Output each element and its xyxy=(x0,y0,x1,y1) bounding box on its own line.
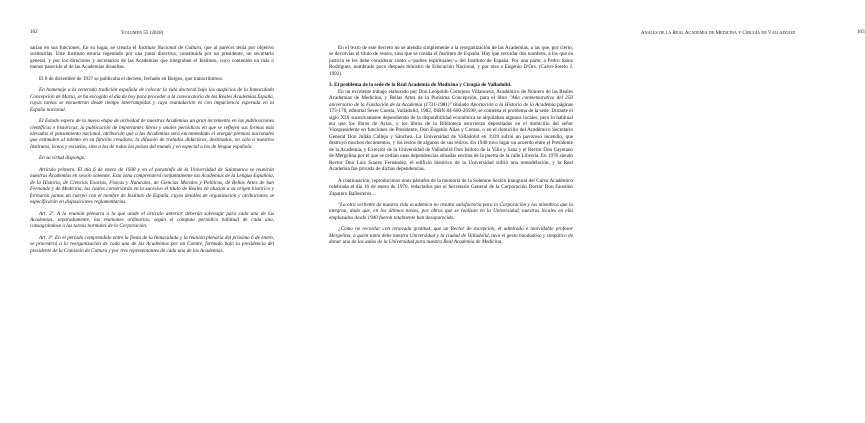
italic-text-run: El Estado espera de la nueva etapa de actividad de nuestras Academias un gran incremento en las publicaciones científicas e históricas, la publicación de importantes libros y anales periódicos en que se reflejen sus formas más elevadas el pensamiento nacional, atribución que a las Academias será encomendado el otorgar premios nacionales que estimulen al talento en su función creadora, la difusión de tratados didácticos, destinados, no sólo a nuestros Institutos, liceos y escuelas, sino a los de todos los países del mundo y en especial a los de lengua española. xyxy=(30,118,274,150)
text-run: El 8 de diciembre de 1937 se publicaba el decreto, fechado en Burgos, que transcribimos: xyxy=(39,75,224,82)
text-run: En un excelente trabajo elaborado por Don Leopoldo Cortejoso Villanueva, Académico de Número de las Reales Academias de Medicina, y Bellas Artes de la Purísima Concepción, para el libro xyxy=(329,88,573,102)
page-number: 103 xyxy=(857,30,865,35)
paragraph xyxy=(329,89,573,173)
paragraph xyxy=(30,167,274,206)
italic-text-run: En su virtud dispongo: xyxy=(39,155,86,162)
text-run: , que al parecer tenía por objetivo sustituirlas. Este Instituto estaría regentado por una junta directiva, constituida por un presidente, un secretario general, y por los directores y secretarios de las Academias que integraban el Instituto, cuyo contenido en más o menos parecido al de las Academias disueltas. xyxy=(30,45,274,71)
paragraph xyxy=(30,76,274,82)
paragraph xyxy=(329,178,573,197)
paragraph xyxy=(30,155,274,161)
running-title: Anales de la Real Academia de Medicina y Cirugía de Valladolid xyxy=(641,31,796,36)
paragraph xyxy=(30,45,274,71)
text-run: , sino que se creaba el xyxy=(391,51,439,58)
paragraph xyxy=(30,87,274,113)
italic-text-run: Instituto de España xyxy=(439,51,480,58)
paragraph xyxy=(30,235,274,254)
italic-text-run: "Año conmemorativo del 250 aniversario de la Fundación de la Academia (1731-1981)" xyxy=(329,95,573,108)
text-run: titulado xyxy=(451,101,471,108)
paragraph xyxy=(30,211,274,230)
italic-text-run: reales xyxy=(379,51,392,58)
text-column xyxy=(30,45,274,254)
page-number: 102 xyxy=(30,30,38,35)
text-column xyxy=(329,45,573,246)
text-run: A continuación, reproducimos unos párrafos de la memoria de la Solemne Sesión Inaugural del Curso Académico celebrada el día 16 de enero de 1970, redactados por el Secretario General de la Corporación Doctor Don Faustino Zapatero Ballesteros… xyxy=(329,177,573,197)
italic-text-run: Aportación a la Historia de la Academia xyxy=(470,101,556,108)
paragraph xyxy=(329,226,573,245)
right-page xyxy=(300,0,865,423)
text-run: . Hay que recordar dos nombres, a los que en justicia se les debe considerar como «<padres espirituales>» del Instituto de España. Por una parte, a Pedro Sainz Rodríguez, nombrado poco después ministro de Educación Nacional, y por otra a Eugenio D'Ors. (Calvo-Sotelo J. 1992). xyxy=(329,51,574,77)
text-run: En el texto de este decreto no se atendía simplemente a la reorganización de las Academias, a las que, por cierto, se devolvías el título de xyxy=(329,45,573,58)
paragraph xyxy=(30,118,274,150)
italic-text-run: Artículo primero. xyxy=(39,166,78,173)
italic-text-run: Art. 2º. xyxy=(39,210,57,217)
text-run: sarían en sus funciones. En su lugar, se crearía el xyxy=(30,45,139,51)
text-run: páginas 173-178, editorial Sever Cuesta, Valladolid, 1982, ISBN 84-600-26590, se comenta el problema de la sede. Durante el siglo XIX sucesivamente dependiendo de la disponibilidad económica se alquilaban algunos locales, pero lo habitual era que los libros de Actas, y los libros de la Biblioteca estuvieran depositados en el domicilio del señor Vicepresidente en funciones de Presidente, Don Eugenio Alias y Comas, o en el domicilio del Académico Secretario General Don Julián Calleja y Sánchez. La Universidad de Valladolid en 1939 sufrió un pavoroso incendio, que destruyó muchos documentos, y los restos de algunos de sus retiros. En 1940 tuvo lugar un acuerdo entre el Presidente de la Academia, y Exrector de la Universidad de Valladolid Don Isidoro de la Villa y Sanz y el Rector Don Cayetano de Mergelina por el que se cedían unas dependencias situadas encima de la puerta de la calle Librería. En 1970 siendo Rector Don Luis Suarez Fernández, el edificio histórico de la Universidad sufrió una remodelación, y la Real Academia fue privada de dichas dependencias. xyxy=(329,101,573,173)
paragraph xyxy=(329,202,573,221)
italic-text-run: ¿Cómo no recordar con renovada gratitud, que un Rector de excepción, el admirado e inolvidable profesor Mergelina, a quien tanto debe nuestra Universidad y la ciudad de Valladolid, tuvo el gesto bondadoso y simpático de donar una de las aulas de la Universidad para nuestra Real Academia de Medicina, xyxy=(329,226,573,246)
italic-text-run: El día 6 de enero de 1938 y en el paraninfo de la Universidad de Salamanca se reunirán nuestras Academias en sesión solemne. Esta zona comprenderá conjuntamente las Academias de la Lengua Española, de la Historia, de Ciencias Exactas, Físicas y Naturales, de Ciencias Morales y Políticas, de Bellas Artes de San Fernando y de Medicina, las cuales conservarán en lo sucesivo el título de Reales en alusión a su origen histórico y formarán juntas un cuerpo con el nombre de Instituto de España, cuyos detalles de organización y atribuciones se especificarán en disposiciones reglamentarias. xyxy=(30,166,274,206)
italic-text-run: Art. 3º. xyxy=(39,234,56,241)
paragraph xyxy=(329,45,573,77)
left-page xyxy=(0,0,300,423)
running-title: Volumen 55 (2018) xyxy=(121,31,164,36)
italic-text-run: A la reunión plenaria a la que alude el artículo anterior deberán sobreagir para cada una de las Academias, separadamente, las reuniones ordinarias, según el cómputo periódico habitual de cada una, consagrándose a las tareas normales de la Corporación. xyxy=(30,210,275,230)
section-heading: 3. El problema de la sede de la Real Academia de Medicina y Cirugía de Valladolid. xyxy=(329,82,512,89)
italic-text-run: "La otra vertiente de nuestra vida académica no resulta satisfactoria para la Corporación y los miembros que la integran, dado que, en los últimos meses, por obras que se realizan en la Universidad, nuestros locales en ella emplazados desde 1940 fueron totalmente han desaparecido. xyxy=(329,201,573,221)
italic-text-run: Instituto Nacional de Cultura xyxy=(138,45,202,51)
italic-text-run: En el período comprendido entre la fiesta de la Inmaculada y la reunión plenaria del próximo 6 de enero, se procederá a la reorganización de cada una de las Academias por un Comité, formado bajo la presidencia del presidente de la Comisión de Cultura y por tres representantes de cada una de las Academias. xyxy=(30,234,275,254)
italic-text-run: En homenaje a la venerada tradición española de colocar la vida doctoral bajo los auspicios de la Inmaculada Concepción de María, se ha escogido el día de hoy para proceder a la convocatoria de las Reales Academias España, cuyas tareas se encuentran desde tiempo interrumpidas y cuya reanudación es con impaciencia esperada en la España nacional. xyxy=(30,87,274,113)
